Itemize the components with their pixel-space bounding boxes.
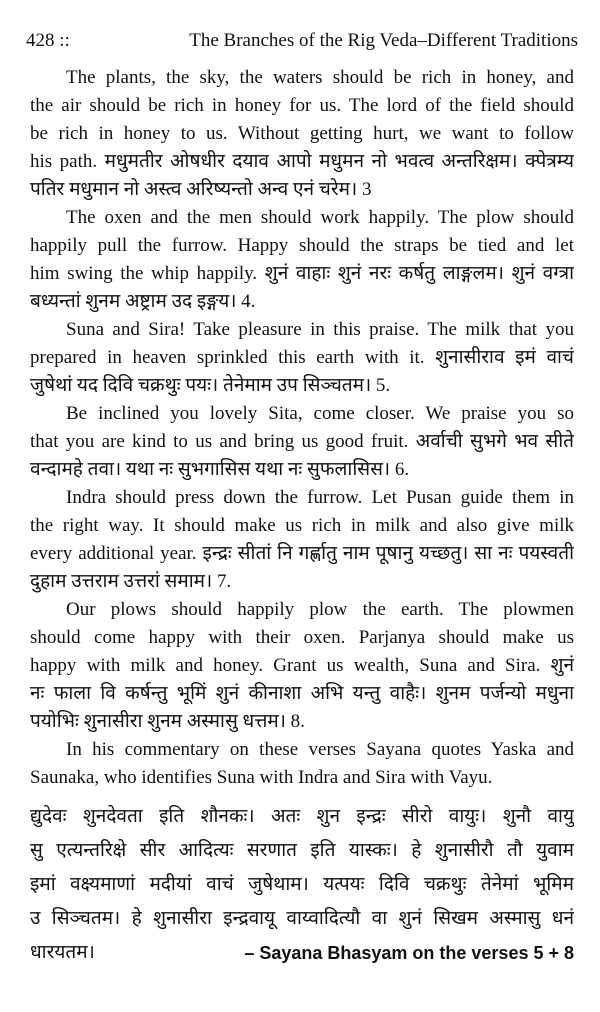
text-line: the air should be rich in honey for us. The lord of the field should: [30, 95, 574, 116]
text-line: The oxen and the men should work happily. The plow should: [66, 207, 574, 228]
quote-line: धारयतम।: [30, 942, 95, 963]
text-line: नः फाला वि कर्षन्तु भूमिं शुनं कीनाशा अभि यन्तु वाहैः। शुनम पर्जन्यो मधुना: [30, 683, 574, 704]
text-line: Suna and Sira! Take pleasure in this praise. The milk that you: [66, 319, 574, 340]
text-line: be rich in honey to us. Without getting hurt, we want to follow: [30, 123, 574, 144]
text-line: his path. मधुमतीर ओषधीर दयाव आपो मधुमन नो भवत्व अन्तरिक्षम। क्पेत्रम्य: [30, 151, 574, 172]
quote-line: उ सिञ्चतम। हे शुनासीरा इन्द्रवायू वाय्वादित्यौ वा शुनं सिखम अस्मासु धनं: [30, 908, 574, 929]
text-line: बध्यन्तां शुनम अष्ट्राम उद इङ्गय। 4.: [30, 291, 256, 312]
text-line: every additional year. इन्द्रः सीतां नि गर्ह्णातु नाम पूषानु यच्छतु। सा नः पयस्वती: [30, 543, 574, 564]
quote-line: इमां वक्ष्यमाणां मदीयां वाचं जुषेथाम। यत्पयः दिवि चक्रथुः तेनेमां भूमिम: [30, 874, 574, 895]
sanskrit-quote: [30, 800, 574, 970]
text-line: In his commentary on these verses Sayana quotes Yaska and: [66, 739, 574, 760]
source-reference: – Sayana Bhasyam on the verses 5 + 8: [244, 943, 574, 963]
text-line: दुहाम उत्तराम उत्तरां समाम। 7.: [30, 571, 232, 592]
text-line: The plants, the sky, the waters should be rich in honey, and: [66, 67, 574, 88]
quote-last-line: [30, 936, 574, 970]
text-line: that you are kind to us and bring us good fruit. अर्वाची सुभगे भव सीते: [30, 431, 574, 452]
page-header: [26, 28, 578, 54]
text-line: जुषेथां यद दिवि चक्रथुः पयः। तेनेमाम उप सिञ्चतम। 5.: [30, 375, 391, 396]
page-number: 428 ::: [26, 30, 70, 51]
text-line: पतिर मधुमान नो अस्त्व अरिष्यन्तो अन्व एनं चरेम। 3: [30, 179, 372, 200]
quote-line: द्युदेवः शुनदेवता इति शौनकः। अतः शुन इन्द्रः सीरो वायुः। शुनौ वायु: [30, 806, 574, 827]
running-title: The Branches of the Rig Veda–Different Traditions: [189, 30, 578, 51]
text-line: Indra should press down the furrow. Let Pusan guide them in: [66, 487, 574, 508]
text-line: the right way. It should make us rich in milk and also give milk: [30, 515, 574, 536]
text-line: Our plows should happily plow the earth. The plowmen: [66, 599, 574, 620]
text-line: Be inclined you lovely Sita, come closer. We praise you so: [66, 403, 574, 424]
text-line: happy with milk and honey. Grant us wealth, Suna and Sira. शुनं: [30, 655, 574, 676]
page-body: [30, 64, 574, 970]
text-line: Saunaka, who identifies Suna with Indra and Sira with Vayu.: [30, 767, 493, 788]
text-line: him swing the whip happily. शुनं वाहाः शुनं नरः कर्षतु लाङ्गलम। शुनं वग्त्रा: [30, 263, 574, 284]
text-line: should come happy with their oxen. Parjanya should make us: [30, 627, 574, 648]
quote-line: सु एत्यन्तरिक्षे सीर आदित्यः सरणात इति यास्कः। हे शुनासीरौ तौ युवाम: [30, 840, 574, 861]
text-line: happily pull the furrow. Happy should the straps be tied and let: [30, 235, 574, 256]
text-line: prepared in heaven sprinkled this earth with it. शुनासीराव इमं वाचं: [30, 347, 574, 368]
text-line: पयोभिः शुनासीरा शुनम अस्मासु धत्तम। 8.: [30, 711, 305, 732]
text-line: वन्दामहे तवा। यथा नः सुभगासिस यथा नः सुफलासिस। 6.: [30, 459, 410, 480]
